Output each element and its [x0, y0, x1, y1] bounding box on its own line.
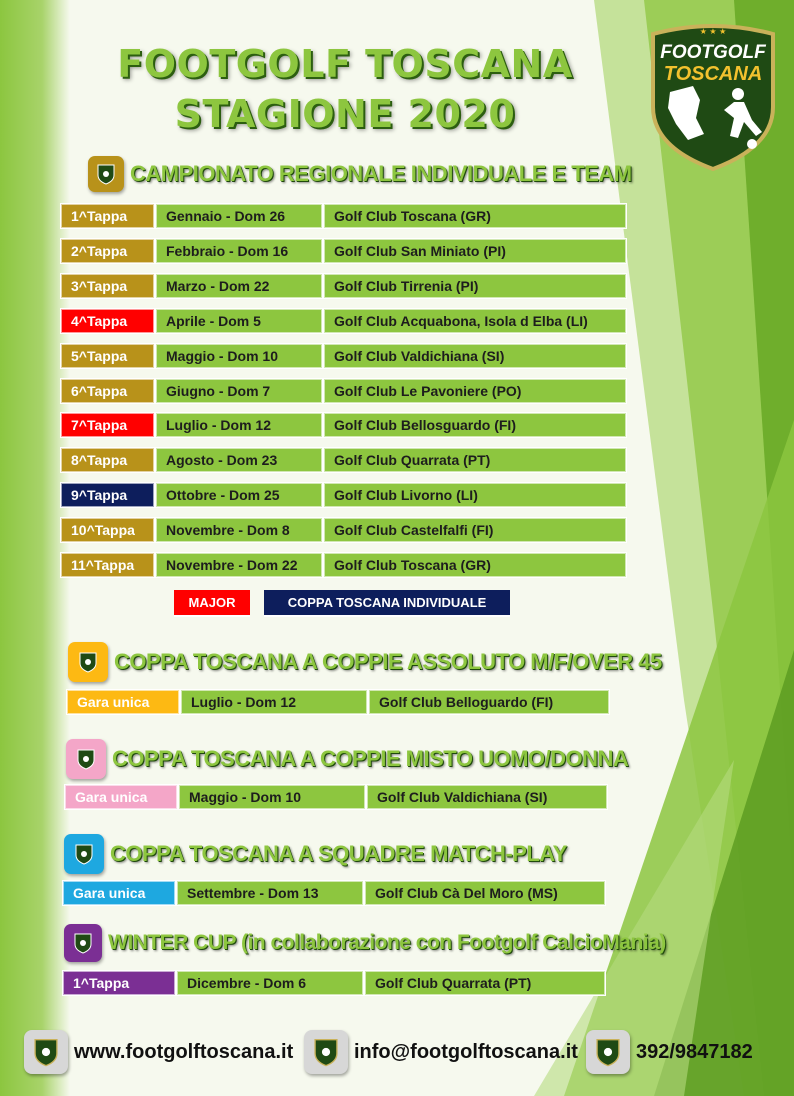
venue-cell: Golf Club Valdichiana (SI) [323, 343, 627, 369]
table-row [60, 482, 627, 510]
date-cell: Agosto - Dom 23 [155, 447, 323, 473]
table-row [60, 343, 627, 371]
date-cell: Ottobre - Dom 25 [155, 482, 323, 508]
coppa-misto-title: COPPA TOSCANA A COPPIE MISTO UOMO/DONNA [112, 746, 629, 771]
table-row [60, 308, 627, 336]
campionato-header [88, 156, 632, 192]
coppa-assoluto-stage: Gara unica [66, 689, 180, 715]
venue-cell: Golf Club Castelfalfi (FI) [323, 517, 627, 543]
venue-cell: Golf Club Quarrata (PT) [323, 447, 627, 473]
shield-icon [68, 642, 108, 682]
venue-cell: Golf Club San Miniato (PI) [323, 238, 627, 264]
venue-cell: Golf Club Livorno (LI) [323, 482, 627, 508]
page-title-line2: STAGIONE 2020 [174, 92, 516, 136]
stage-cell: 1^Tappa [60, 203, 155, 229]
table-row [60, 447, 627, 475]
table-row [60, 552, 627, 580]
coppa-assoluto-row [66, 689, 610, 717]
coppa-assoluto-date: Luglio - Dom 12 [180, 689, 368, 715]
website-link[interactable]: www.footgolftoscana.it [74, 1040, 294, 1063]
date-cell: Maggio - Dom 10 [155, 343, 323, 369]
email-link[interactable]: info@footgolftoscana.it [354, 1040, 578, 1063]
campionato-title: CAMPIONATO REGIONALE INDIVIDUALE E TEAM [130, 161, 632, 186]
winter-cup-row [62, 970, 606, 998]
table-row [60, 238, 627, 266]
coppa-squadre-venue: Golf Club Cà Del Moro (MS) [364, 880, 606, 906]
svg-text:★ ★ ★: ★ ★ ★ [699, 27, 727, 36]
footer-website[interactable] [24, 1030, 293, 1074]
phone-icon [586, 1030, 630, 1074]
coppa-assoluto-header [68, 642, 662, 682]
coppa-squadre-header [64, 834, 567, 874]
coppa-squadre-row [62, 880, 606, 908]
winter-cup-header [64, 924, 666, 962]
table-row [60, 273, 627, 301]
winter-cup-date: Dicembre - Dom 6 [176, 970, 364, 996]
venue-cell: Golf Club Acquabona, Isola d Elba (LI) [323, 308, 627, 334]
page-title-line1: FOOTGOLF TOSCANA [117, 42, 573, 86]
logo-text-line1: FOOTGOLF [660, 42, 766, 63]
shield-icon [66, 739, 106, 779]
phone-number[interactable]: 392/9847182 [636, 1040, 753, 1063]
stage-cell: 4^Tappa [60, 308, 155, 334]
logo-text-line2: TOSCANA [663, 63, 763, 85]
winter-cup-title: WINTER CUP (in collaborazione con Footgolf CalcioMania) [108, 931, 666, 954]
venue-cell: Golf Club Toscana (GR) [323, 203, 627, 229]
stage-cell: 2^Tappa [60, 238, 155, 264]
coppa-squadre-stage: Gara unica [62, 880, 176, 906]
date-cell: Luglio - Dom 12 [155, 412, 323, 438]
table-row [60, 412, 627, 440]
legend-coppa-individuale: COPPA TOSCANA INDIVIDUALE [264, 590, 510, 617]
shield-icon [64, 834, 104, 874]
stage-cell: 5^Tappa [60, 343, 155, 369]
table-row [60, 203, 627, 231]
coppa-misto-venue: Golf Club Valdichiana (SI) [366, 784, 608, 810]
stage-cell: 9^Tappa [60, 482, 155, 508]
stage-cell: 7^Tappa [60, 412, 155, 438]
date-cell: Febbraio - Dom 16 [155, 238, 323, 264]
coppa-assoluto-venue: Golf Club Belloguardo (FI) [368, 689, 610, 715]
coppa-misto-stage: Gara unica [64, 784, 178, 810]
footer-email[interactable] [304, 1030, 578, 1074]
coppa-assoluto-title: COPPA TOSCANA A COPPIE ASSOLUTO M/F/OVER 45 [114, 649, 662, 674]
shield-icon [64, 924, 102, 962]
legend-major: MAJOR [174, 590, 250, 617]
coppa-misto-date: Maggio - Dom 10 [178, 784, 366, 810]
table-row [60, 378, 627, 406]
footgolf-toscana-logo [648, 22, 778, 172]
stage-cell: 8^Tappa [60, 447, 155, 473]
stage-cell: 11^Tappa [60, 552, 155, 578]
venue-cell: Golf Club Toscana (GR) [323, 552, 627, 578]
footer-phone[interactable] [586, 1030, 753, 1074]
date-cell: Gennaio - Dom 26 [155, 203, 323, 229]
date-cell: Marzo - Dom 22 [155, 273, 323, 299]
date-cell: Giugno - Dom 7 [155, 378, 323, 404]
venue-cell: Golf Club Bellosguardo (FI) [323, 412, 627, 438]
venue-cell: Golf Club Tirrenia (PI) [323, 273, 627, 299]
date-cell: Aprile - Dom 5 [155, 308, 323, 334]
background-left-band [0, 0, 70, 1096]
website-icon [24, 1030, 68, 1074]
stage-cell: 6^Tappa [60, 378, 155, 404]
table-row [60, 517, 627, 545]
date-cell: Novembre - Dom 22 [155, 552, 323, 578]
shield-icon [88, 156, 124, 192]
coppa-squadre-date: Settembre - Dom 13 [176, 880, 364, 906]
email-icon [304, 1030, 348, 1074]
winter-cup-venue: Golf Club Quarrata (PT) [364, 970, 606, 996]
venue-cell: Golf Club Le Pavoniere (PO) [323, 378, 627, 404]
stage-cell: 3^Tappa [60, 273, 155, 299]
coppa-misto-row [64, 784, 608, 812]
coppa-squadre-title: COPPA TOSCANA A SQUADRE MATCH-PLAY [110, 841, 567, 866]
stage-cell: 10^Tappa [60, 517, 155, 543]
date-cell: Novembre - Dom 8 [155, 517, 323, 543]
coppa-misto-header [66, 739, 628, 779]
winter-cup-stage: 1^Tappa [62, 970, 176, 996]
